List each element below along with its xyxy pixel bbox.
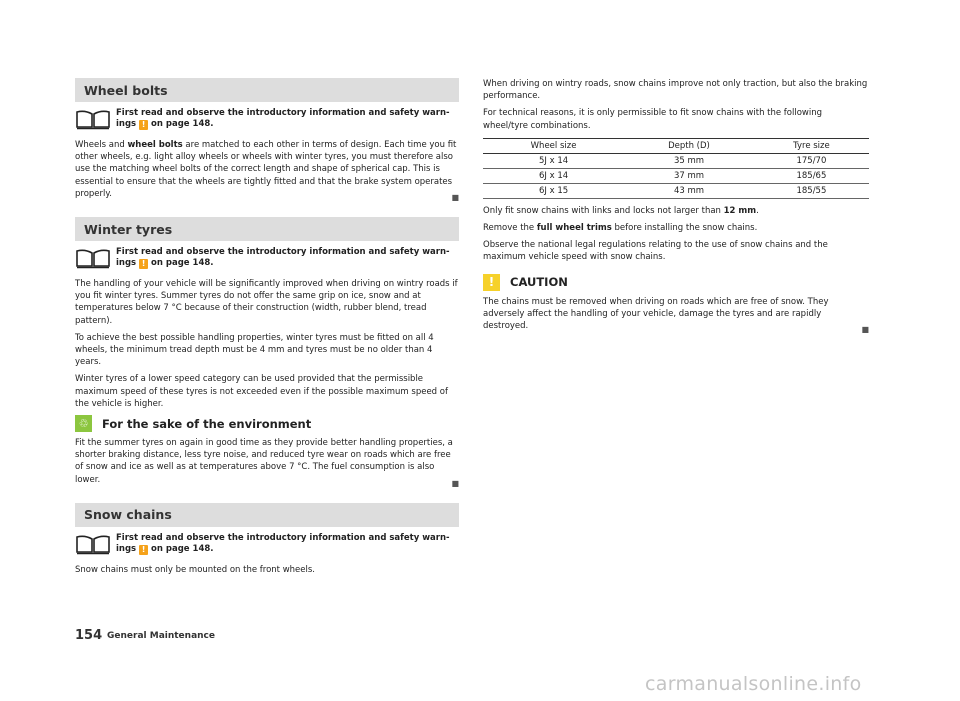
open-book-icon xyxy=(75,108,111,130)
environment-note-text: Fit the summer tyres on again in good time as they provide better handling properties, a shorter braking distance, less tyre noise, and reduced tyre wear on roads which are free of snow and ice as well as at temperatures above 7 °C. The fuel consumption is also lower. xyxy=(75,438,453,485)
warning-icon[interactable]: ! xyxy=(139,545,148,555)
table-cell: 5J x 14 xyxy=(483,153,624,168)
end-of-section-mark: ■ xyxy=(451,193,459,203)
warning-icon[interactable]: ! xyxy=(139,259,148,269)
column-header: Tyre size xyxy=(754,138,869,153)
column-header: Depth (D) xyxy=(624,138,754,153)
caution-heading: ! CAUTION xyxy=(483,274,869,291)
page-reference[interactable]: on page 148. xyxy=(151,258,214,269)
section-heading-snow-chains: Snow chains xyxy=(75,503,459,527)
paragraph: For technical reasons, it is only permissible to fit snow chains with the following wheel/tyre combinations. xyxy=(483,108,823,131)
column-header: Wheel size xyxy=(483,138,624,153)
table-row xyxy=(483,153,869,168)
caution-text: The chains must be removed when driving on roads which are free of snow. They adversely affect the handling of your vehicle, damage the tyres and are rapidly destroyed. xyxy=(483,296,829,332)
paragraph: Snow chains must only be mounted on the front wheels. xyxy=(75,564,315,575)
intro-note: First read and observe the introductory information and safety warn- ings ! on page 148. xyxy=(75,108,459,130)
paragraph: Winter tyres of a lower speed category can be used provided that the permissible maximum speed of these tyres is not exceeded even if the possible maximum speed of the vehicle is higher. xyxy=(75,374,448,409)
intro-note: First read and observe the introductory information and safety warn- ings ! on page 148. xyxy=(75,247,459,269)
section-heading-wheel-bolts: Wheel bolts xyxy=(75,78,459,102)
paragraph: The handling of your vehicle will be significantly improved when driving on wintry roads if you fit winter tyres. Summer tyres do not offer the same grip on ice, snow and at temperatures below 7 °C because of their construction (width, rubber blend, tread pattern). xyxy=(75,279,458,326)
paragraph: Wheels and wheel bolts are matched to each other in terms of design. Each time you fit other wheels, e.g. light alloy wheels or wheels with winter tyres, you must therefore also use the matching wheel bolts of the correct length and shape of spherical cap. This is essential to ensure that the wheels are tightly fitted and that the brake system operates properly. xyxy=(75,140,457,199)
page-reference[interactable]: on page 148. xyxy=(151,543,214,554)
table-cell: 175/70 xyxy=(754,153,869,168)
caution-icon: ! xyxy=(483,274,500,291)
table-row xyxy=(483,183,869,198)
paragraph: Only fit snow chains with links and locks not larger than 12 mm. xyxy=(483,205,759,216)
table-cell: 185/65 xyxy=(754,168,869,183)
footer-section-title: General Maintenance xyxy=(107,631,215,641)
table-cell: 43 mm xyxy=(624,183,754,198)
end-of-section-mark: ■ xyxy=(451,478,459,488)
recycle-icon: ♲ xyxy=(75,415,92,432)
intro-note: First read and observe the introductory information and safety warn- ings ! on page 148. xyxy=(75,533,459,555)
table-cell: 185/55 xyxy=(754,183,869,198)
paragraph: To achieve the best possible handling properties, winter tyres must be fitted on all 4 wheels, the minimum tread depth must be 4 mm and tyres must be no older than 4 years. xyxy=(75,332,434,368)
watermark: carmanualsonline.info xyxy=(645,673,862,695)
open-book-icon xyxy=(75,247,111,269)
environment-note-heading: ♲ For the sake of the environment xyxy=(75,415,459,432)
snow-chain-table xyxy=(483,138,869,199)
page-number: 154 xyxy=(75,628,103,643)
table-header-row xyxy=(483,138,869,153)
paragraph: Remove the full wheel trims before installing the snow chains. xyxy=(483,223,758,234)
table-cell: 35 mm xyxy=(624,153,754,168)
paragraph: Observe the national legal regulations relating to the use of snow chains and the maximum vehicle speed with snow chains. xyxy=(483,240,828,263)
right-column xyxy=(483,78,869,335)
paragraph: When driving on wintry roads, snow chains improve not only traction, but also the braking performance. xyxy=(483,79,868,102)
table-cell: 37 mm xyxy=(624,168,754,183)
end-of-section-mark: ■ xyxy=(861,325,869,335)
section-heading-winter-tyres: Winter tyres xyxy=(75,217,459,241)
page-reference[interactable]: on page 148. xyxy=(151,119,214,129)
warning-icon[interactable]: ! xyxy=(139,120,148,130)
table-cell: 6J x 14 xyxy=(483,168,624,183)
table-cell: 6J x 15 xyxy=(483,183,624,198)
open-book-icon xyxy=(75,533,111,555)
left-column xyxy=(75,78,459,581)
table-row xyxy=(483,168,869,183)
